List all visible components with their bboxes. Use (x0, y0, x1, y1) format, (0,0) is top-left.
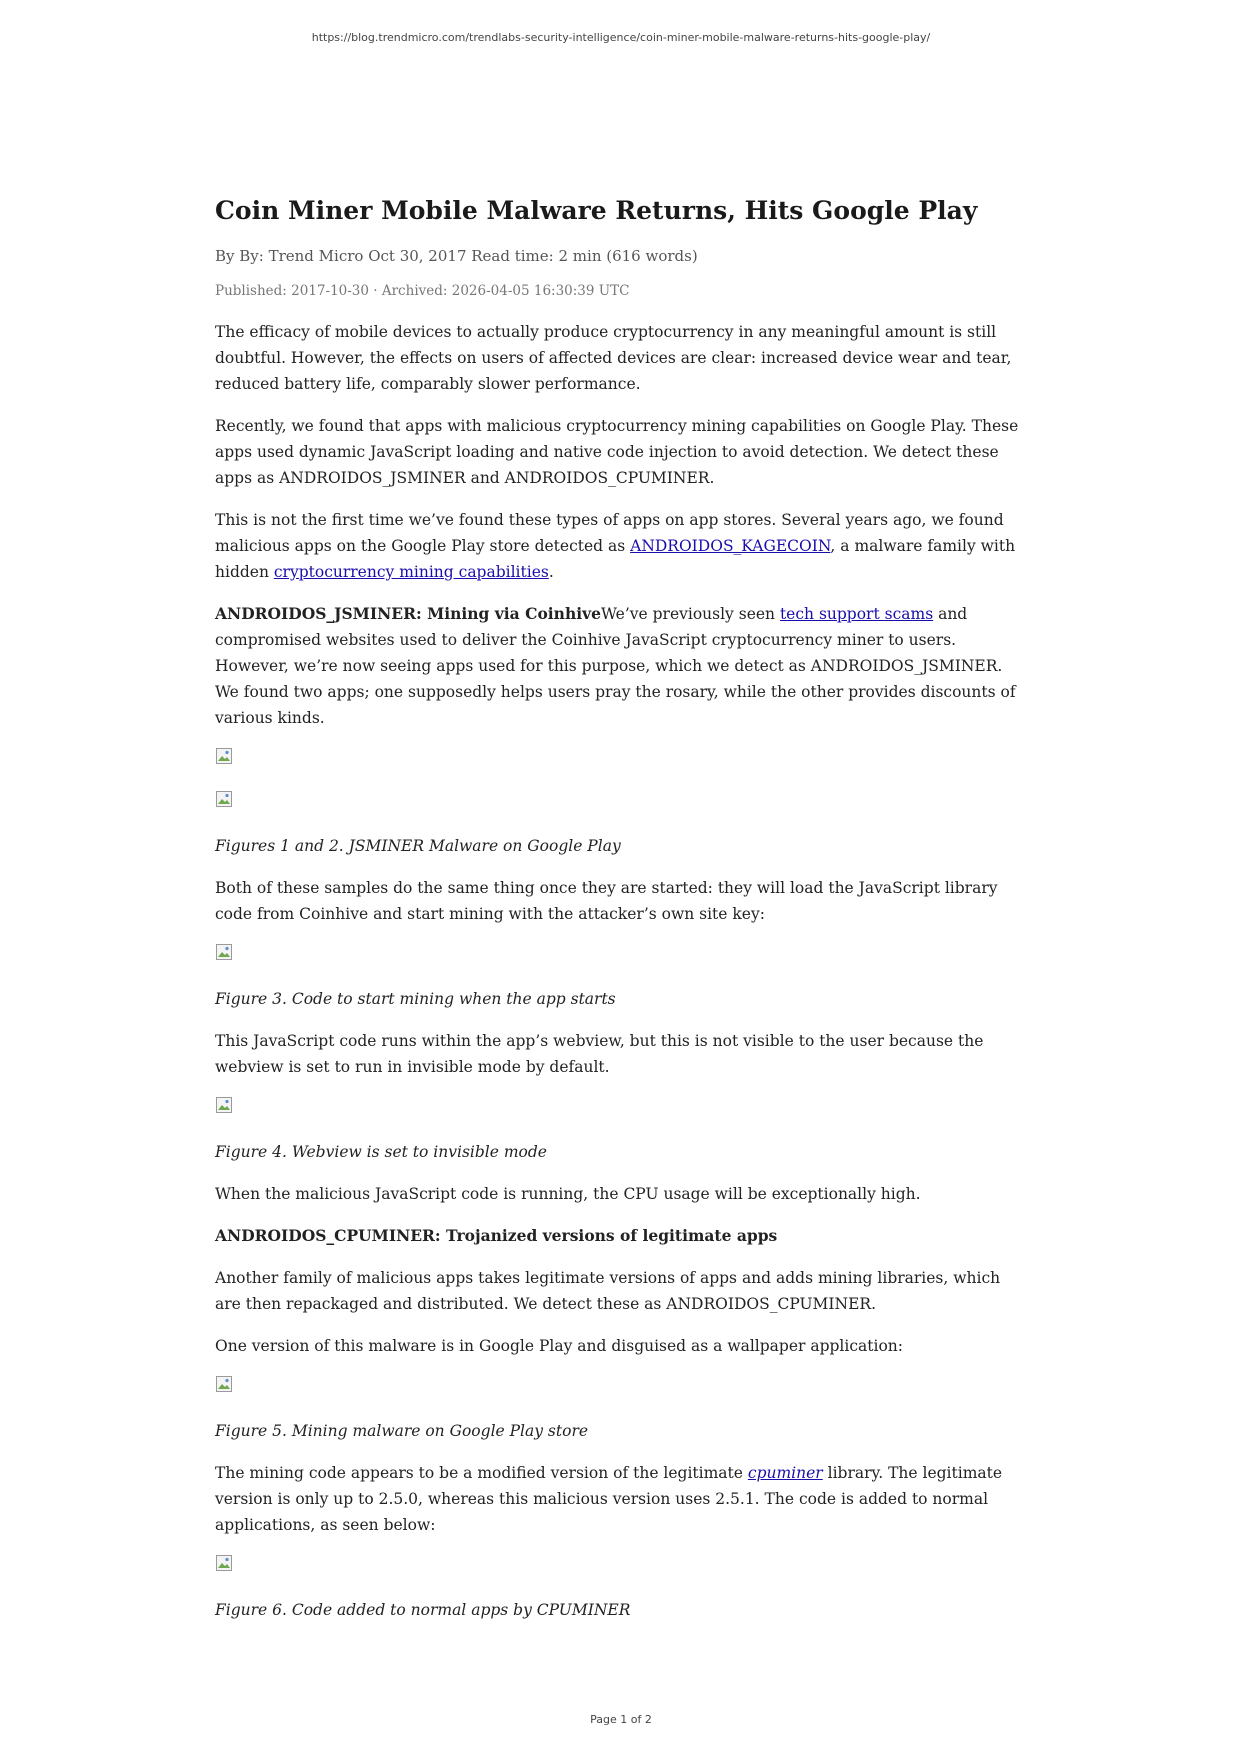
figure-caption-1-2: Figures 1 and 2. JSMINER Malware on Google Play (215, 837, 621, 855)
link-cryptocurrency-mining-capabilities[interactable]: cryptocurrency mining capabilities (273, 563, 549, 581)
page-number: Page 1 of 2 (590, 1713, 652, 1726)
paragraph-detection: Recently, we found that apps with malicious cryptocurrency mining capabilities on Google Play. These apps used dynamic JavaScript loading and native code injection to avoid detection. We detect these apps as ANDROIDOS_JSMINER and ANDROIDOS_CPUMINER. (215, 417, 1019, 487)
figure-caption-4: Figure 4. Webview is set to invisible mode (215, 1143, 547, 1161)
section-heading-cpuminer: ANDROIDOS_CPUMINER: Trojanized versions of legitimate apps (215, 1226, 778, 1245)
link-cpuminer[interactable]: cpuminer (747, 1464, 823, 1482)
broken-image-icon (215, 790, 233, 808)
paragraph-history: This is not the first time we’ve found these types of apps on app stores. Several years ago, we found malicious apps on the Google Play store detected as ANDROIDOS_KAGECOIN, a malware family with hidden cryptocurrency mining capabilities. (215, 511, 1016, 581)
paragraph-webview: This JavaScript code runs within the app’s webview, but this is not visible to the user because the webview is set to run in invisible mode by default. (215, 1032, 984, 1076)
paragraph-jsminer: ANDROIDOS_JSMINER: Mining via CoinhiveWe’ve previously seen tech support scams and compromised websites used to deliver the Coinhive JavaScript cryptocurrency miner to users. However, we’re now seeing apps used for this purpose, which we detect as ANDROIDOS_JSMINER. We found two apps; one supposedly helps users pray the rosary, while the other provides discounts of various kinds. (215, 604, 1016, 727)
broken-image-icon (215, 1096, 233, 1114)
broken-image-icon (215, 1554, 233, 1572)
page-url-header: https://blog.trendmicro.com/trendlabs-security-intelligence/coin-miner-mobile-malware-returns-hits-google-play/ (311, 31, 931, 44)
article-title: Coin Miner Mobile Malware Returns, Hits Google Play (215, 196, 978, 225)
section-heading-jsminer: ANDROIDOS_JSMINER: Mining via Coinhive (215, 604, 601, 623)
broken-image-icon (215, 747, 233, 765)
broken-image-icon (215, 943, 233, 961)
paragraph-cpuminer-family: Another family of malicious apps takes legitimate versions of apps and adds mining libraries, which are then repackaged and distributed. We detect these as ANDROIDOS_CPUMINER. (215, 1269, 1001, 1313)
paragraph-cpu-usage: When the malicious JavaScript code is running, the CPU usage will be exceptionally high. (215, 1185, 921, 1203)
paragraph-mining-code: The mining code appears to be a modified version of the legitimate cpuminer library. The legitimate version is only up to 2.5.0, whereas this malicious version uses 2.5.1. The code is added to normal applications, as seen below: (215, 1464, 1003, 1534)
broken-image-icon (215, 1375, 233, 1393)
article-byline: By By: Trend Micro Oct 30, 2017 Read time: 2 min (616 words) (215, 247, 698, 265)
paragraph-samples: Both of these samples do the same thing once they are started: they will load the JavaScript library code from Coinhive and start mining with the attacker’s own site key: (215, 879, 998, 923)
figure-caption-3: Figure 3. Code to start mining when the app starts (215, 990, 616, 1008)
paragraph-wallpaper: One version of this malware is in Google Play and disguised as a wallpaper application: (215, 1337, 903, 1355)
figure-caption-6: Figure 6. Code added to normal apps by CPUMINER (215, 1601, 631, 1619)
link-tech-support-scams[interactable]: tech support scams (779, 605, 934, 623)
article (215, 196, 1025, 1639)
article-published-date: Published: 2017-10-30 · Archived: 2026-04-05 16:30:39 UTC (215, 283, 630, 299)
paragraph-intro: The efficacy of mobile devices to actually produce cryptocurrency in any meaningful amount is still doubtful. However, the effects on users of affected devices are clear: increased device wear and tear, reduced battery life, comparably slower performance. (215, 323, 1012, 393)
figure-caption-5: Figure 5. Mining malware on Google Play store (215, 1422, 589, 1440)
link-androidos-kagecoin[interactable]: ANDROIDOS_KAGECOIN (630, 537, 831, 555)
